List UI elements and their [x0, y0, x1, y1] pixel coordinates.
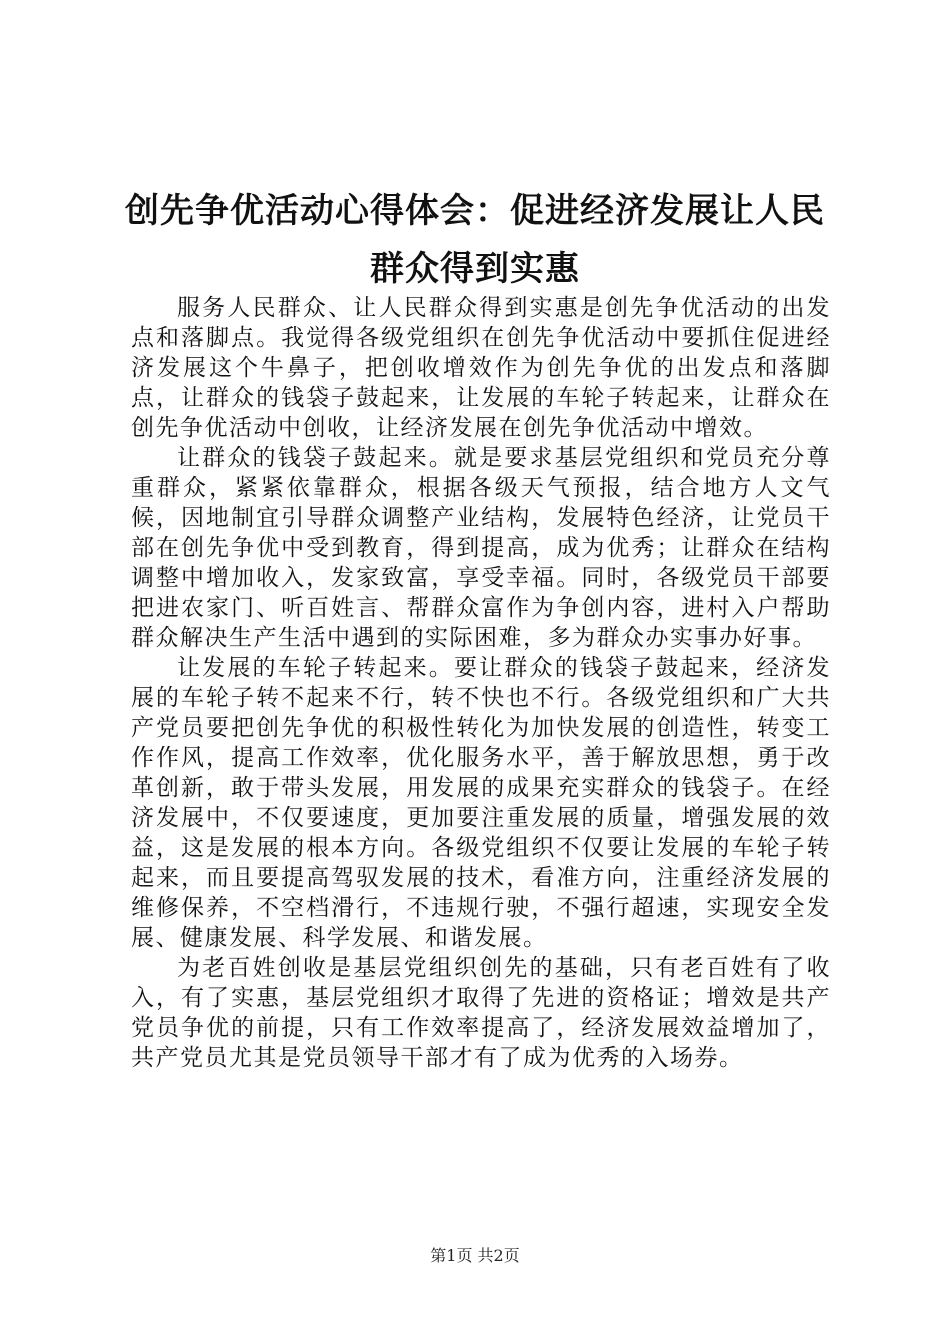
- document-title: 创先争优活动心得体会：促进经济发展让人民群众得到实惠: [125, 191, 825, 289]
- paragraph-3: 让发展的车轮子转起来。要让群众的钱袋子鼓起来，经济发展的车轮子转不起来不行，转不快也不行。各级党组织和广大共产党员要把创先争优的积极性转化为加快发展的创造性，转变工作作风，提高工作效率，优化服务水平，善于解放思想，勇于改革创新，敢于带头发展，用发展的成果充实群众的钱袋子。在经济发展中，不仅要速度，更加要注重发展的质量，增强发展的效益，这是发展的根本方向。各级党组织不仅要让发展的车轮子转起来，而且要提高驾驭发展的技术，看准方向，注重经济发展的维修保养，不空档滑行，不违规行驶，不强行超速，实现安全发展、健康发展、科学发展、和谐发展。: [131, 655, 831, 951]
- paragraph-1: 服务人民群众、让人民群众得到实惠是创先争优活动的出发点和落脚点。我觉得各级党组织在创先争优活动中要抓住促进经济发展这个牛鼻子，把创收增效作为创先争优的出发点和落脚点，让群众的钱袋子鼓起来，让发展的车轮子转起来，让群众在创先争优活动中创收，让经济发展在创先争优活动中增效。: [131, 295, 831, 441]
- paragraph-2: 让群众的钱袋子鼓起来。就是要求基层党组织和党员充分尊重群众，紧紧依靠群众，根据各级天气预报，结合地方人文气候，因地制宜引导群众调整产业结构，发展特色经济，让党员干部在创先争优中受到教育，得到提高，成为优秀；让群众在结构调整中增加收入，发家致富，享受幸福。同时，各级党员干部要把进农家门、听百姓言、帮群众富作为争创内容，进村入户帮助群众解决生产生活中遇到的实际困难，多为群众办实事办好事。: [131, 445, 831, 651]
- paragraph-4: 为老百姓创收是基层党组织创先的基础，只有老百姓有了收入，有了实惠，基层党组织才取得了先进的资格证；增效是共产党员争优的前提，只有工作效率提高了，经济发展效益增加了，共产党员尤其是党员领导干部才有了成为优秀的入场券。: [131, 955, 831, 1071]
- document-body: [131, 293, 831, 1073]
- page-number-footer: 第1页 共2页: [430, 1246, 520, 1265]
